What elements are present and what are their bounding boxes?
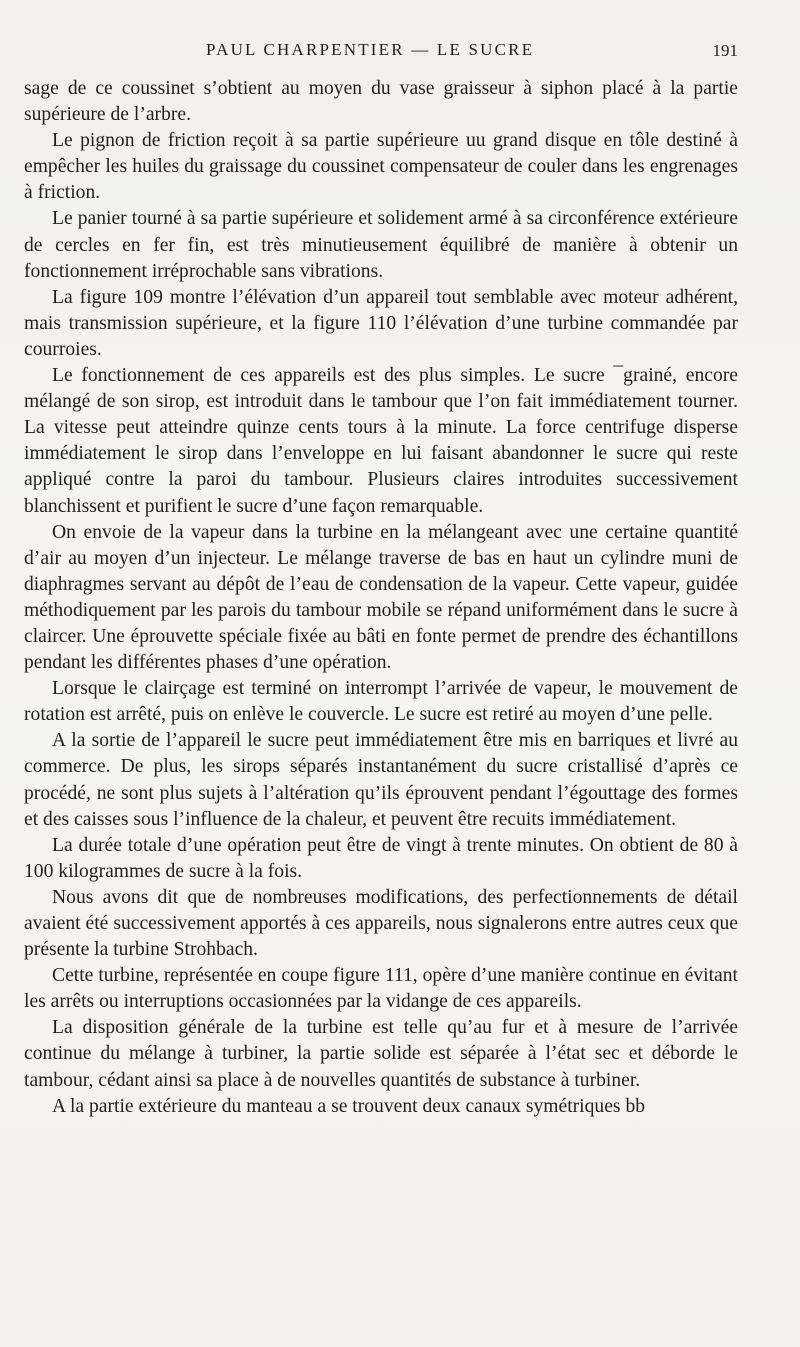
paragraph: Le pignon de friction reçoit à sa partie supérieure uu grand disque en tôle destiné à empêcher les huiles du graissage du coussinet compensateur de couler dans les engrenages à friction.: [24, 130, 738, 204]
paragraph: La figure 109 montre l’élévation d’un appareil tout semblable avec moteur adhérent, mais transmission supérieure, et la figure 110 l’élévation d’une turbine commandée par courroies.: [24, 286, 738, 360]
paragraph: A la sortie de l’appareil le sucre peut immédiatement être mis en barriques et livré au commerce. De plus, les sirops séparés instantanément du sucre cristallisé d’après ce procédé, ne sont plus sujets à l’altération qu’ils éprouvent pendant l’égouttage des formes et des caisses sous l’influence de la chaleur, et peuvent être recuits immédiatement.: [24, 730, 738, 830]
body-text: [24, 76, 738, 1120]
paragraph: Le panier tourné à sa partie supérieure et solidement armé à sa circonférence extérieure de cercles en fer fin, est très minutieusement équilibré de manière à obtenir un fonctionnement irréprochable sans vibrations.: [24, 208, 738, 282]
page-header: [0, 40, 800, 66]
page-number: 191: [712, 41, 738, 60]
paragraph: La disposition générale de la turbine est telle qu’au fur et à mesure de l’arrivée continue du mélange à turbiner, la partie solide est séparée à l’état sec et déborde le tambour, cédant ainsi sa place à de nouvelles quantités de substance à turbiner.: [24, 1017, 738, 1091]
paragraph: Cette turbine, représentée en coupe figure 111, opère d’une manière continue en évitant les arrêts ou interruptions occasionnées par la vidange de ces appareils.: [24, 965, 738, 1013]
paragraph: Le fonctionnement de ces appareils est des plus simples. Le sucre ¯grainé, encore mélangé de son sirop, est introduit dans le tambour que l’on fait immédiatement tourner. La vitesse peut atteindre quinze cents tours à la minute. La force centrifuge disperse immédiatement le sirop dans l’enveloppe en lui faisant abandonner le sucre qui reste appliqué contre la paroi du tambour. Plusieurs claires introduites successivement blanchissent et purifient le sucre d’une façon remarquable.: [24, 365, 738, 517]
paragraph: A la partie extérieure du manteau a se trouvent deux canaux symétriques bb: [52, 1095, 646, 1117]
paragraph: Lorsque le clairçage est terminé on interrompt l’arrivée de vapeur, le mouvement de rotation est arrêté, puis on enlève le couvercle. Le sucre est retiré au moyen d’une pelle.: [24, 678, 738, 726]
running-title: PAUL CHARPENTIER — LE SUCRE: [206, 40, 535, 59]
paragraph: sage de ce coussinet s’obtient au moyen du vase graisseur à siphon placé à la partie supérieure de l’arbre.: [24, 78, 738, 126]
paragraph: La durée totale d’une opération peut être de vingt à trente minutes. On obtient de 80 à 100 kilogrammes de sucre à la fois.: [24, 834, 738, 882]
paragraph: Nous avons dit que de nombreuses modifications, des perfectionnements de détail avaient été successivement apportés à ces appareils, nous signalerons entre autres ceux que présente la turbine Strohbach.: [24, 886, 738, 961]
paragraph: On envoie de la vapeur dans la turbine en la mélangeant avec une certaine quantité d’air au moyen d’un injecteur. Le mélange traverse de bas en haut un cylindre muni de diaphragmes servant au dépôt de l’eau de condensation de la vapeur. Cette vapeur, guidée méthodiquement par les parois du tambour mobile se répand uniformément dans le sucre à claircer. Une éprouvette spéciale fixée au bâti en fonte permet de prendre des échantillons pendant les différentes phases d’une opération.: [24, 521, 738, 674]
